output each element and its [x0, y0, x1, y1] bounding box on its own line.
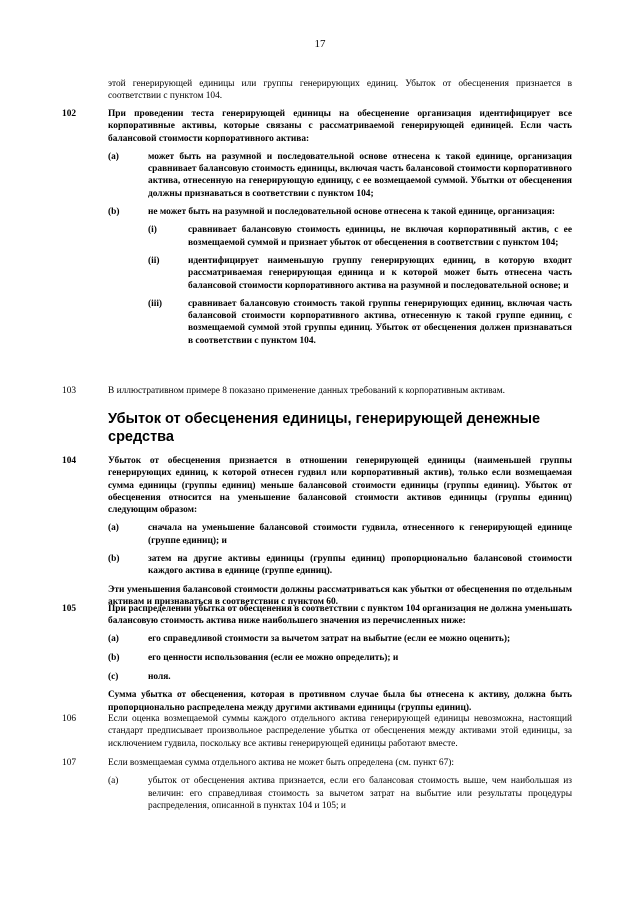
subitem-label: (а) — [108, 151, 119, 162]
subitem-label: (с) — [108, 672, 119, 683]
subitem-text: не может быть на разумной и последовательной основе отнесена к такой единице, организация: — [148, 207, 556, 218]
page-number: 17 — [314, 38, 326, 50]
subitem-a — [108, 151, 572, 200]
subitem-label: (b) — [108, 554, 120, 565]
subitem-label: (ii) — [148, 255, 160, 266]
intro-text: этой генерирующей единицы или группы генерирующих единиц. Убыток от обесценения признается в соответствии с пунктом 104. — [108, 79, 572, 102]
subitem-a — [108, 775, 572, 812]
subitem-text: убыток от обесценения актива признается, если его балансовая стоимость выше, чем наибольшая из величин: его справедливая стоимость за вычетом затрат на выбытие или результаты процедуры распределения, описанной в пунктах 104 и 105; и — [148, 776, 572, 811]
subitem-text: может быть на разумной и последовательной основе отнесена к такой единице, организация сравнивает балансовую стоимость единицы, включая часть балансовой стоимости корпоративного актива, отнесенную на генерирующую единицу, с ее возмещаемой суммой. Убытки от обесценения должны признаваться в соответствии с пунктом 104; — [148, 151, 572, 199]
subitem-label: (iii) — [148, 298, 163, 309]
subitem-text: его справедливой стоимости за вычетом затрат на выбытие (если ее можно оценить); — [148, 633, 511, 644]
subitem-label: (i) — [148, 225, 157, 236]
paragraph-text: При проведении теста генерирующей единицы на обесценение организация идентифицирует все корпоративные активы, которые связаны с рассматриваемой генерирующей единицей. Если часть балансовой стоимости корпоративного актива: — [108, 109, 572, 144]
subitem-text: сначала на уменьшение балансовой стоимости гудвила, отнесенного к генерирующей единице (группе единиц); и — [148, 523, 572, 546]
paragraph-107 — [62, 757, 572, 812]
subitem-a — [108, 633, 572, 645]
subitem-text: его ценности использования (если ее можно определить); и — [148, 652, 399, 663]
paragraph-number: 102 — [62, 109, 77, 119]
paragraph-text: В иллюстративном примере 8 показано применение данных требований к корпоративным активам. — [108, 386, 505, 396]
subitem-label: (а) — [108, 523, 119, 534]
paragraph-number: 107 — [62, 758, 77, 768]
subitem-label: (b) — [108, 207, 120, 218]
subitem-text: сравнивает балансовую стоимость единицы, не включая корпоративный актив, с ее возмещаемой суммой и признает убыток от обесценения в соответствии с пунктом 104; — [188, 225, 572, 248]
paragraph-text: Если оценка возмещаемой суммы каждого отдельного актива генерирующей единицы невозможна, настоящий стандарт предписывает произвольное распределение убытка от обесценения между активами этой единицы, за исключением гудвила, поскольку все активы генерирующей единицы работают вместе. — [108, 714, 572, 749]
subitem-label: (а) — [108, 776, 119, 787]
subitem-label: (b) — [108, 652, 120, 663]
paragraph-number: 105 — [62, 604, 77, 614]
subitem-c — [108, 671, 572, 683]
paragraph-closing-text: Эти уменьшения балансовой стоимости должны рассматриваться как убытки от обесценения по отдельным активам и признаваться в соответствии с пунктом 60. — [108, 584, 572, 607]
section-heading: Убыток от обесценения единицы, генерирующей денежные средства — [108, 411, 541, 445]
subsubitem-i — [148, 224, 572, 249]
paragraph-number: 104 — [62, 456, 77, 466]
paragraph-number: 106 — [62, 714, 77, 724]
subitem-a — [108, 522, 572, 547]
subitem-text: ноля. — [148, 672, 171, 683]
subitem-b — [108, 206, 572, 218]
paragraph-text: Если возмещаемая сумма отдельного актива не может быть определена (см. пункт 67): — [108, 758, 455, 768]
paragraph-105 — [62, 603, 572, 714]
subitem-b — [108, 553, 572, 578]
paragraph-text: При распределении убытка от обесценения в соответствии с пунктом 104 организация не должна уменьшать балансовую стоимость актива ниже наибольшего значения из перечисленных ниже: — [108, 604, 572, 627]
paragraph-text: Убыток от обесценения признается в отношении генерирующей единицы (наименьшей группы генерирующих единиц, к которой отнесен гудвил или корпоративный актив), только если возмещаемая сумма единицы (группы единиц) меньше балансовой стоимости единицы (группы единиц). Убыток от обесценения относится на уменьшение балансовой стоимости активов единицы (группы единиц) следующим образом: — [108, 456, 572, 516]
paragraph-104 — [62, 455, 572, 608]
paragraph-106 — [62, 713, 572, 750]
subitem-text: затем на другие активы единицы (группы единиц) пропорционально балансовой стоимости каждого актива в единице (группе единиц). — [148, 554, 572, 577]
subsubitem-ii — [148, 255, 572, 292]
paragraph-102 — [62, 108, 572, 347]
paragraph-103 — [62, 385, 572, 397]
subitem-text: идентифицирует наименьшую группу генерирующих единиц, в которую входит рассматриваемая генерирующая единица и к которой может быть отнесена часть балансовой стоимости корпоративного актива на разумной и последовательной основе; и — [188, 255, 572, 291]
subitem-label: (а) — [108, 633, 119, 644]
paragraph-closing-text: Сумма убытка от обесценения, которая в противном случае была бы отнесена к активу, должна быть пропорционально распределена между другими активами единицы (группы единиц). — [108, 690, 572, 713]
paragraph-number: 103 — [62, 386, 77, 396]
subitem-b — [108, 652, 572, 664]
intro-paragraph — [62, 78, 572, 103]
subitem-text: сравнивает балансовую стоимость такой группы генерирующих единиц, включая часть балансовой стоимости корпоративного актива, отнесенную к такой группе единиц, с возмещаемой суммой этой группы единиц. Убыток от обесценения должен признаваться в соответствии с пунктом 104. — [188, 298, 572, 346]
subsubitem-iii — [148, 298, 572, 347]
